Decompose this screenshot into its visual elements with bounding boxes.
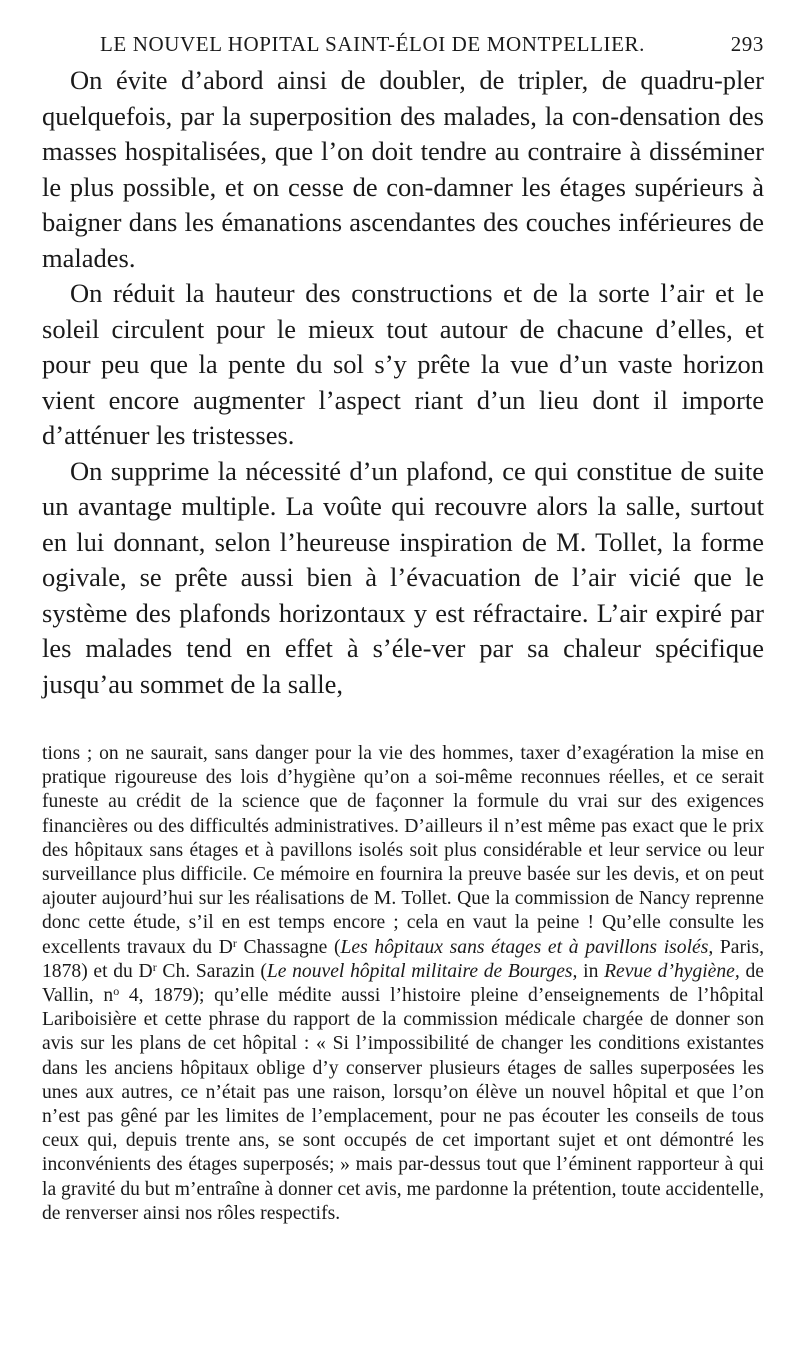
paragraph: On supprime la nécessité d’un plafond, ce qui constitue de suite un avantage multiple. La voûte qui recouvre alors la salle, surtout en lui donnant, selon l’heureuse inspiration de M. Tollet, la forme ogivale, se prête aussi bien à l’évacuation de l’air vicié que le système des plafonds horizontaux y est réfractaire. L’air expiré par les malades tend en effet à s’éle-ver par sa chaleur spécifique jusqu’au sommet de la salle, (42, 455, 764, 699)
running-header (42, 32, 764, 57)
footnote-text: in (577, 960, 605, 982)
footnote-text: Ch. Sarazin ( (156, 960, 267, 982)
paragraph: On évite d’abord ainsi de doubler, de tripler, de quadru-pler quelquefois, par la superposition des malades, la con-densation des masses hospitalisées, que l’on doit tendre au contraire à disséminer le plus possible, et on cesse de con-damner les étages supérieurs à baigner dans les émanations ascendantes des couches inférieures de malades. (42, 65, 764, 273)
paragraph: On réduit la hauteur des constructions et de la sorte l’air et le soleil circulent pour le mieux tout autour de chacune d’elles, et pour peu que la pente du sol s’y prête la vue d’un vaste horizon vient encore augmenter l’aspect riant d’un lieu dont il importe d’atténuer les tristesses. (42, 278, 764, 450)
footnote-text: 4, 1879); qu’elle médite aussi l’histoire pleine d’enseignements de l’hôpital Lariboisière et cette phrase du rapport de la commission médicale chargée de donner son avis sur les plans de cet hôpital : « Si l’impossibilité de changer les conditions existantes dans les anciens hôpitaux oblige d’y conserver plusieurs étages de salles superposées les unes aux autres, ce n’était pas une raison, lorsqu’on élève un nouvel hôpital et que l’on n’est pas gêné par les limites de l’emplacement, pour ne pas écouter les conseils de tous ceux qui, depuis trente ans, se sont occupés de cet important sujet et ont démontré les inconvénients des étages superposés; » mais par-dessus tout que l’éminent rapporteur à qui la gravité du but m’entraîne à donner cet avis, me pardonne la prétention, toute accidentelle, de renverser ainsi nos rôles respectifs. (42, 985, 764, 1224)
footnote (42, 742, 764, 1226)
footnote-text: tions ; on ne saurait, sans danger pour la vie des hommes, taxer d’exagération la mise en pratique rigoureuse des lois d’hygiène qu’on a soi-même reconnues réelles, et ce serait funeste au crédit de la science que de façonner la formule du vrai sur des exigences financières ou des difficultés administratives. D’ailleurs il n’est même pas exact que le prix des hôpitaux sans étages et à pavillons isolés soit plus considérable et leur service ou leur surveillance plus difficile. Ce mémoire en fournira la preuve basée sur les devis, et on peut ajouter aujourd’hui sur les réalisations de M. Tollet. Que la commission de Nancy reprenne donc cette étude, s’il en est temps encore ; cela en vaut la peine ! Qu’elle consulte les excellents travaux du D (42, 743, 764, 958)
footnote-text: Chassagne ( (236, 936, 341, 958)
footnote-italic-title: Revue d’hygiène, (604, 960, 740, 982)
footnote-italic-title: Les hôpitaux sans étages et à pavillons isolés, (340, 936, 714, 958)
footnote-text: Paris, 1878) et du D (42, 936, 764, 982)
page-number: 293 (730, 32, 764, 56)
running-title: LE NOUVEL HOPITAL SAINT-ÉLOI DE MONTPELLIER. (100, 32, 645, 56)
footnote-superscript: o (113, 984, 120, 999)
footnote-text: de Vallin, n (42, 960, 764, 1007)
main-text (42, 63, 764, 702)
footnote-superscript: r (232, 935, 237, 950)
footnote-italic-title: Le nouvel hôpital militaire de Bourges, (266, 960, 578, 982)
footnote-superscript: r (152, 959, 157, 974)
